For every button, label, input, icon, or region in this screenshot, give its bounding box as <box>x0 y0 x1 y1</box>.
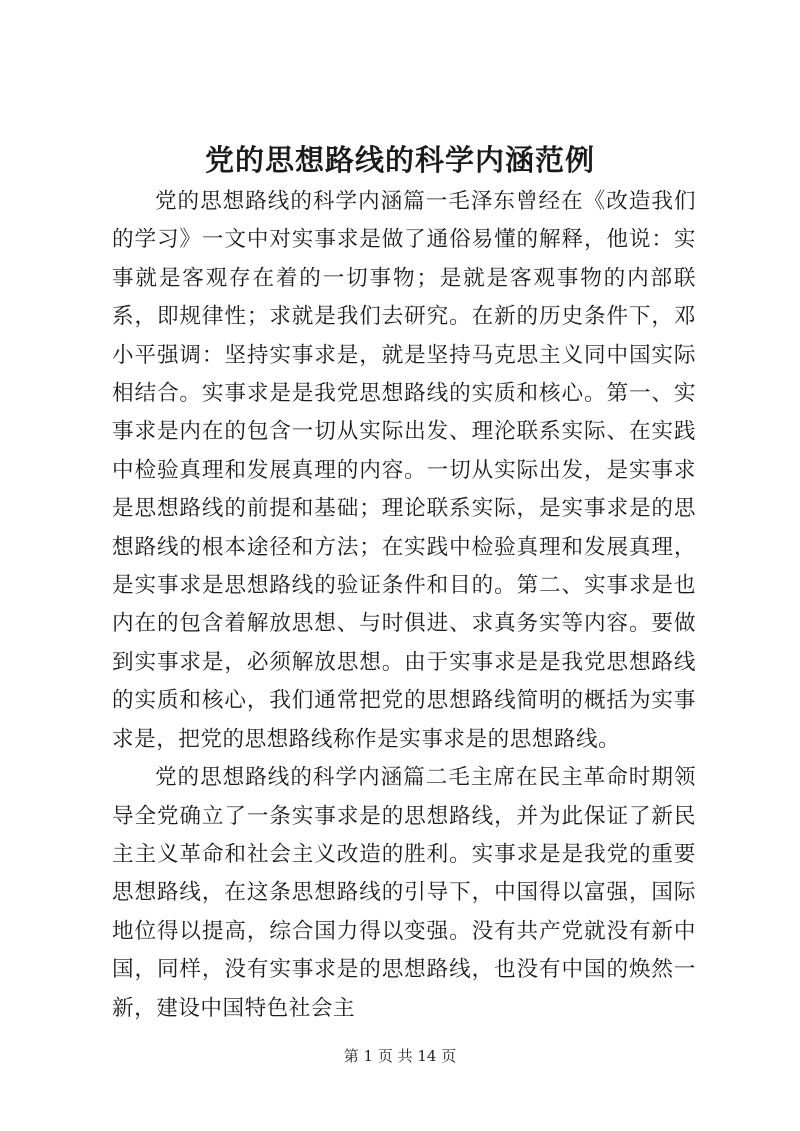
page-footer: 第 1 页 共 14 页 <box>343 1047 457 1065</box>
document-body <box>112 183 696 1028</box>
document-title: 党的思想路线的科学内涵范例 <box>204 143 595 177</box>
paragraph-2: 党的思想路线的科学内涵篇二毛主席在民主革命时期领导全党确立了一条实事求是的思想路线，并为此保证了新民主主义革命和社会主义改造的胜利。实事求是是我党的重要思想路线，在这条思想路线的引导下，中国得以富强，国际地位得以提高，综合国力得以变强。没有共产党就没有新中国，同样，没有实事求是的思想路线，也没有中国的焕然一新，建设中国特色社会主 <box>112 765 696 1021</box>
paragraph-1: 党的思想路线的科学内涵篇一毛泽东曾经在《改造我们的学习》一文中对实事求是做了通俗易懂的解释，他说：实事就是客观存在着的一切事物；是就是客观事物的内部联系，即规律性；求就是我们去研究。在新的历史条件下，邓小平强调：坚持实事求是，就是坚持马克思主义同中国实际相结合。实事求是是我党思想路线的实质和核心。第一、实事求是内在的包含一切从实际出发、理沦联系实际、在实践中检验真理和发展真理的内容。一切从实际出发，是实事求是思想路线的前提和基础；理论联系实际，是实事求是的思想路线的根本途径和方法；在实践中检验真理和发展真理，是实事求是思想路线的验证条件和目的。第二、实事求是也内在的包含着解放思想、与时俱进、求真务实等内容。要做到实事求是，必须解放思想。由于实事求是是我党思想路线的实质和核心，我们通常把党的思想路线简明的概括为实事求是，把党的思想路线称作是实事求是的思想路线。 <box>112 189 696 752</box>
